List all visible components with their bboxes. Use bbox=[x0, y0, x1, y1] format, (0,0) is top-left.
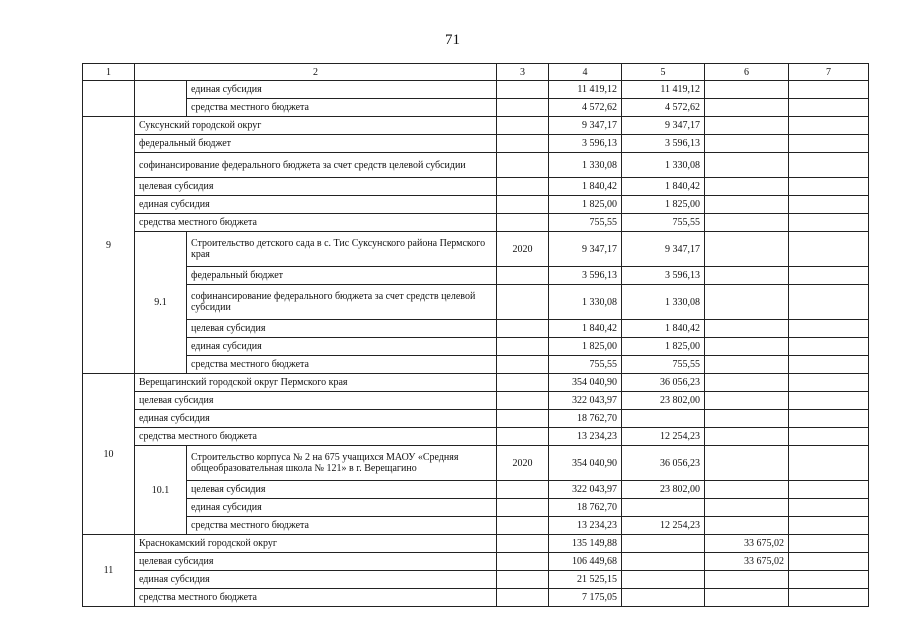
cell-col5: 1 840,42 bbox=[622, 320, 705, 338]
row-name: средства местного бюджета bbox=[135, 428, 497, 446]
cell-col5 bbox=[622, 589, 705, 607]
row-name: единая субсидия bbox=[135, 196, 497, 214]
cell-col6 bbox=[705, 392, 789, 410]
cell-col5 bbox=[622, 499, 705, 517]
cell-col6 bbox=[705, 99, 789, 117]
header-cell: 2 bbox=[135, 64, 497, 81]
cell-col7 bbox=[789, 135, 869, 153]
row-name: Строительство корпуса № 2 на 675 учащихся МАОУ «Средняя общеобразовательная школа № 121» в г. Верещагино bbox=[187, 446, 497, 481]
subgroup-number: 9.1 bbox=[135, 232, 187, 374]
row-name: федеральный бюджет bbox=[187, 267, 497, 285]
header-cell: 1 bbox=[83, 64, 135, 81]
row-name: единая субсидия bbox=[135, 571, 497, 589]
cell-col4: 322 043,97 bbox=[549, 481, 622, 499]
row-name: софинансирование федерального бюджета за счет средств целевой субсидии bbox=[135, 153, 497, 178]
cell-col4: 11 419,12 bbox=[549, 81, 622, 99]
cell-year bbox=[497, 571, 549, 589]
cell-year bbox=[497, 535, 549, 553]
cell-col4: 3 596,13 bbox=[549, 267, 622, 285]
cell-col5: 1 840,42 bbox=[622, 178, 705, 196]
cell-col6 bbox=[705, 356, 789, 374]
cell-year bbox=[497, 153, 549, 178]
cell-col4: 755,55 bbox=[549, 214, 622, 232]
row-name: целевая субсидия bbox=[135, 392, 497, 410]
cell-year bbox=[497, 81, 549, 99]
table-header-row bbox=[83, 64, 869, 81]
table-row bbox=[83, 356, 869, 374]
cell-col7 bbox=[789, 267, 869, 285]
header-cell: 4 bbox=[549, 64, 622, 81]
cell-col5 bbox=[622, 410, 705, 428]
cell-year bbox=[497, 178, 549, 196]
subgroup-number: 10.1 bbox=[135, 446, 187, 535]
cell-col7 bbox=[789, 481, 869, 499]
cell-col6 bbox=[705, 499, 789, 517]
cell-col7 bbox=[789, 392, 869, 410]
header-cell: 6 bbox=[705, 64, 789, 81]
cell-col5: 12 254,23 bbox=[622, 517, 705, 535]
cell-col7 bbox=[789, 232, 869, 267]
cell-col5: 755,55 bbox=[622, 356, 705, 374]
cell-col6: 33 675,02 bbox=[705, 553, 789, 571]
cell-col6 bbox=[705, 589, 789, 607]
cell-col7 bbox=[789, 214, 869, 232]
cell-col4: 135 149,88 bbox=[549, 535, 622, 553]
cell-year bbox=[497, 499, 549, 517]
row-name: софинансирование федерального бюджета за счет средств целевой субсидии bbox=[187, 285, 497, 320]
cell-col4: 18 762,70 bbox=[549, 410, 622, 428]
cell-col4: 13 234,23 bbox=[549, 517, 622, 535]
budget-table bbox=[82, 63, 869, 607]
cell-col4: 18 762,70 bbox=[549, 499, 622, 517]
table-row bbox=[83, 320, 869, 338]
cell-year bbox=[497, 99, 549, 117]
cell-col5: 1 330,08 bbox=[622, 285, 705, 320]
table-row bbox=[83, 153, 869, 178]
cell-year bbox=[497, 214, 549, 232]
cell-col6 bbox=[705, 320, 789, 338]
cell-col7 bbox=[789, 81, 869, 99]
cell-col6 bbox=[705, 196, 789, 214]
cell-col4: 106 449,68 bbox=[549, 553, 622, 571]
cell-year bbox=[497, 267, 549, 285]
cell-col5: 11 419,12 bbox=[622, 81, 705, 99]
table-row bbox=[83, 553, 869, 571]
cell-col6 bbox=[705, 135, 789, 153]
cell-col7 bbox=[789, 410, 869, 428]
row-name: средства местного бюджета bbox=[135, 214, 497, 232]
cell-col7 bbox=[789, 446, 869, 481]
table-row bbox=[83, 589, 869, 607]
cell-col5: 4 572,62 bbox=[622, 99, 705, 117]
cell-col4: 3 596,13 bbox=[549, 135, 622, 153]
cell-year bbox=[497, 135, 549, 153]
cell-year: 2020 bbox=[497, 446, 549, 481]
table-row bbox=[83, 196, 869, 214]
cell-year bbox=[497, 374, 549, 392]
cell-year bbox=[497, 392, 549, 410]
cell-col7 bbox=[789, 117, 869, 135]
group-number: 10 bbox=[83, 374, 135, 535]
group-number: 11 bbox=[83, 535, 135, 607]
cell-col6 bbox=[705, 214, 789, 232]
cell-col5: 12 254,23 bbox=[622, 428, 705, 446]
cell-year bbox=[497, 428, 549, 446]
table-row bbox=[83, 285, 869, 320]
cell-col5: 9 347,17 bbox=[622, 232, 705, 267]
cell-year: 2020 bbox=[497, 232, 549, 267]
table-row bbox=[83, 374, 869, 392]
table-row bbox=[83, 571, 869, 589]
table-row bbox=[83, 232, 869, 267]
cell-col6 bbox=[705, 232, 789, 267]
cell-col7 bbox=[789, 535, 869, 553]
cell-col6: 33 675,02 bbox=[705, 535, 789, 553]
page-number: 71 bbox=[445, 32, 460, 48]
cell-col7 bbox=[789, 196, 869, 214]
table-row bbox=[83, 99, 869, 117]
cell-col5: 36 056,23 bbox=[622, 446, 705, 481]
cell-year bbox=[497, 356, 549, 374]
cell-year bbox=[497, 481, 549, 499]
cell-col6 bbox=[705, 428, 789, 446]
row-name: средства местного бюджета bbox=[135, 589, 497, 607]
header-cell: 5 bbox=[622, 64, 705, 81]
header-cell: 7 bbox=[789, 64, 869, 81]
row-name: средства местного бюджета bbox=[187, 517, 497, 535]
table-row bbox=[83, 135, 869, 153]
cell-year bbox=[497, 553, 549, 571]
cell-col5: 23 802,00 bbox=[622, 392, 705, 410]
table-row bbox=[83, 499, 869, 517]
cell-col6 bbox=[705, 267, 789, 285]
row-name: целевая субсидия bbox=[135, 553, 497, 571]
cell-col6 bbox=[705, 81, 789, 99]
cell-col7 bbox=[789, 99, 869, 117]
cell-col5: 36 056,23 bbox=[622, 374, 705, 392]
row-name: Суксунский городской округ bbox=[135, 117, 497, 135]
row-name: целевая субсидия bbox=[187, 320, 497, 338]
cell-col5: 1 825,00 bbox=[622, 196, 705, 214]
row-name: средства местного бюджета bbox=[187, 356, 497, 374]
table-row bbox=[83, 535, 869, 553]
cell-col7 bbox=[789, 374, 869, 392]
cell-col6 bbox=[705, 374, 789, 392]
cell-col4: 21 525,15 bbox=[549, 571, 622, 589]
table-row bbox=[83, 338, 869, 356]
row-name: Краснокамский городской округ bbox=[135, 535, 497, 553]
subgroup-cell-empty bbox=[135, 81, 187, 117]
cell-col4: 1 330,08 bbox=[549, 285, 622, 320]
cell-year bbox=[497, 338, 549, 356]
cell-col4: 322 043,97 bbox=[549, 392, 622, 410]
row-name: единая субсидия bbox=[187, 338, 497, 356]
row-name: Строительство детского сада в с. Тис Суксунского района Пермского края bbox=[187, 232, 497, 267]
cell-year bbox=[497, 410, 549, 428]
cell-col4: 7 175,05 bbox=[549, 589, 622, 607]
cell-col7 bbox=[789, 320, 869, 338]
cell-col5: 9 347,17 bbox=[622, 117, 705, 135]
row-name: целевая субсидия bbox=[187, 481, 497, 499]
cell-col4: 354 040,90 bbox=[549, 374, 622, 392]
cell-col7 bbox=[789, 356, 869, 374]
row-name: единая субсидия bbox=[187, 499, 497, 517]
header-cell: 3 bbox=[497, 64, 549, 81]
cell-col5: 755,55 bbox=[622, 214, 705, 232]
table-row bbox=[83, 410, 869, 428]
cell-col4: 1 825,00 bbox=[549, 196, 622, 214]
group-cell-empty bbox=[83, 81, 135, 117]
row-name: единая субсидия bbox=[135, 410, 497, 428]
cell-year bbox=[497, 320, 549, 338]
cell-col7 bbox=[789, 285, 869, 320]
table-row bbox=[83, 481, 869, 499]
cell-col6 bbox=[705, 178, 789, 196]
cell-col6 bbox=[705, 153, 789, 178]
cell-col5: 23 802,00 bbox=[622, 481, 705, 499]
cell-col7 bbox=[789, 428, 869, 446]
cell-col7 bbox=[789, 517, 869, 535]
cell-col4: 354 040,90 bbox=[549, 446, 622, 481]
cell-year bbox=[497, 196, 549, 214]
cell-year bbox=[497, 285, 549, 320]
table-row bbox=[83, 214, 869, 232]
row-name: единая субсидия bbox=[187, 81, 497, 99]
cell-col4: 755,55 bbox=[549, 356, 622, 374]
cell-col6 bbox=[705, 338, 789, 356]
row-name: Верещагинский городской округ Пермского края bbox=[135, 374, 497, 392]
table-row bbox=[83, 81, 869, 99]
cell-col4: 9 347,17 bbox=[549, 117, 622, 135]
cell-col5: 3 596,13 bbox=[622, 135, 705, 153]
table-row bbox=[83, 178, 869, 196]
group-number: 9 bbox=[83, 117, 135, 374]
cell-col4: 13 234,23 bbox=[549, 428, 622, 446]
cell-col7 bbox=[789, 571, 869, 589]
cell-col7 bbox=[789, 589, 869, 607]
cell-year bbox=[497, 589, 549, 607]
table-row bbox=[83, 446, 869, 481]
table-row bbox=[83, 517, 869, 535]
cell-year bbox=[497, 117, 549, 135]
cell-col4: 4 572,62 bbox=[549, 99, 622, 117]
cell-col7 bbox=[789, 553, 869, 571]
cell-col5 bbox=[622, 571, 705, 589]
row-name: федеральный бюджет bbox=[135, 135, 497, 153]
cell-col7 bbox=[789, 338, 869, 356]
cell-col7 bbox=[789, 499, 869, 517]
cell-col4: 1 825,00 bbox=[549, 338, 622, 356]
cell-col5: 1 825,00 bbox=[622, 338, 705, 356]
cell-col6 bbox=[705, 517, 789, 535]
cell-col6 bbox=[705, 446, 789, 481]
row-name: средства местного бюджета bbox=[187, 99, 497, 117]
cell-col6 bbox=[705, 117, 789, 135]
cell-col4: 1 330,08 bbox=[549, 153, 622, 178]
cell-year bbox=[497, 517, 549, 535]
cell-col7 bbox=[789, 178, 869, 196]
cell-col5: 1 330,08 bbox=[622, 153, 705, 178]
cell-col5 bbox=[622, 553, 705, 571]
cell-col6 bbox=[705, 481, 789, 499]
table-row bbox=[83, 267, 869, 285]
cell-col6 bbox=[705, 410, 789, 428]
cell-col5: 3 596,13 bbox=[622, 267, 705, 285]
cell-col4: 1 840,42 bbox=[549, 178, 622, 196]
cell-col4: 1 840,42 bbox=[549, 320, 622, 338]
table-row bbox=[83, 392, 869, 410]
cell-col5 bbox=[622, 535, 705, 553]
cell-col6 bbox=[705, 571, 789, 589]
table-row bbox=[83, 428, 869, 446]
row-name: целевая субсидия bbox=[135, 178, 497, 196]
cell-col6 bbox=[705, 285, 789, 320]
table-row bbox=[83, 117, 869, 135]
cell-col7 bbox=[789, 153, 869, 178]
cell-col4: 9 347,17 bbox=[549, 232, 622, 267]
